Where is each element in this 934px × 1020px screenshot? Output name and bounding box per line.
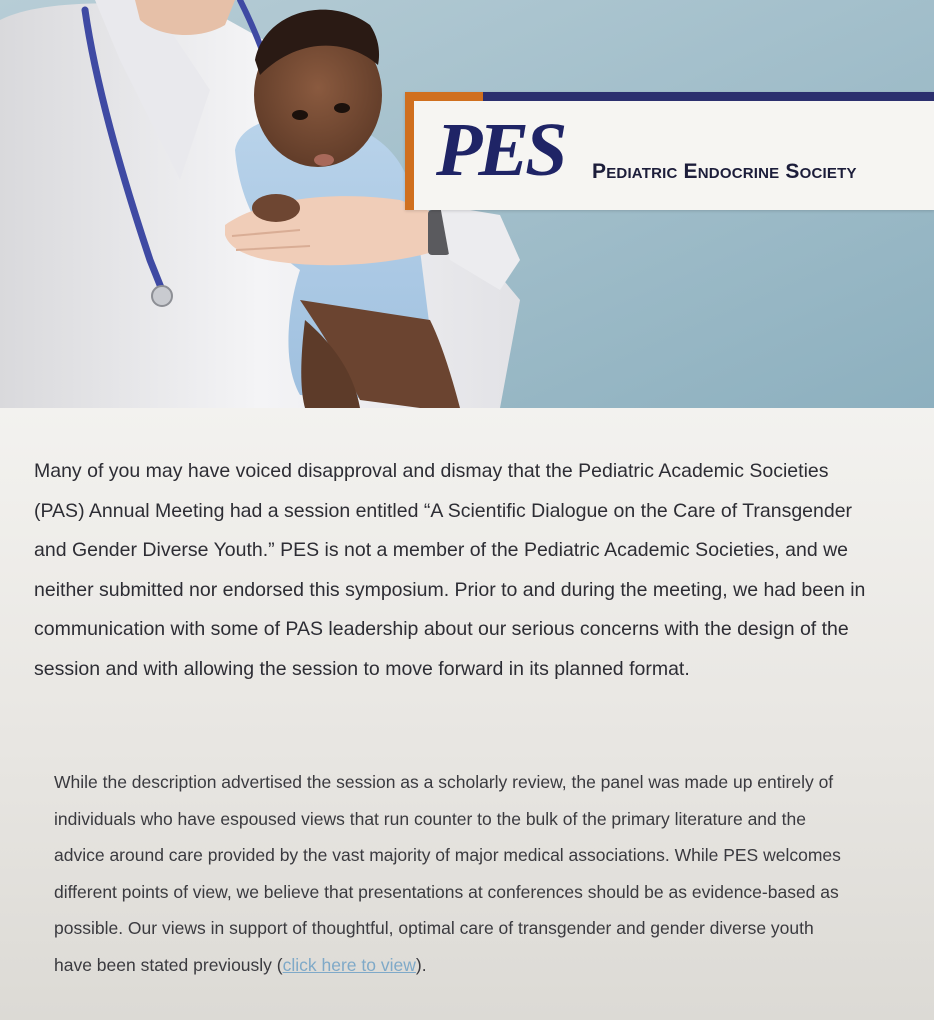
paragraph-2	[54, 764, 854, 983]
paragraph-1: Many of you may have voiced disapproval and dismay that the Pediatric Academic Societies (PAS) Annual Meeting had a session entitled “A Scientific Dialogue on the Care of Transgender and Gender Diverse Youth.” PES is not a member of the Pediatric Academic Societies, and we neither submitted nor endorsed this symposium. Prior to and during the meeting, we had been in communication with some of PAS leadership about our serious concerns with the design of the session and with allowing the session to move forward in its planned format.	[34, 460, 866, 680]
hero-banner	[0, 0, 934, 408]
society-name: Pediatric Endocrine Society	[592, 160, 857, 183]
pes-logo	[436, 108, 564, 192]
pes-logo-text: PES	[436, 108, 564, 192]
banner-left-accent	[405, 92, 414, 210]
banner-top-accent	[405, 92, 483, 101]
article-body	[0, 408, 934, 1020]
paragraph-2-end: ).	[415, 954, 427, 975]
paragraph-2-text: While the description advertised the session as a scholarly review, the panel was made up entirely of individuals who have espoused views that run counter to the bulk of the primary literature and the advice around care provided by the vast majority of major medical associations. While PES welcomes different points of view, we believe that presentations at conferences should be as evidence-based as possible. Our views in support of thoughtful, optimal care of transgender and gender diverse youth have been stated previously (	[54, 772, 841, 975]
click-here-to-view-link[interactable]: click here to view	[282, 954, 416, 975]
banner-top-stripe	[405, 92, 934, 101]
